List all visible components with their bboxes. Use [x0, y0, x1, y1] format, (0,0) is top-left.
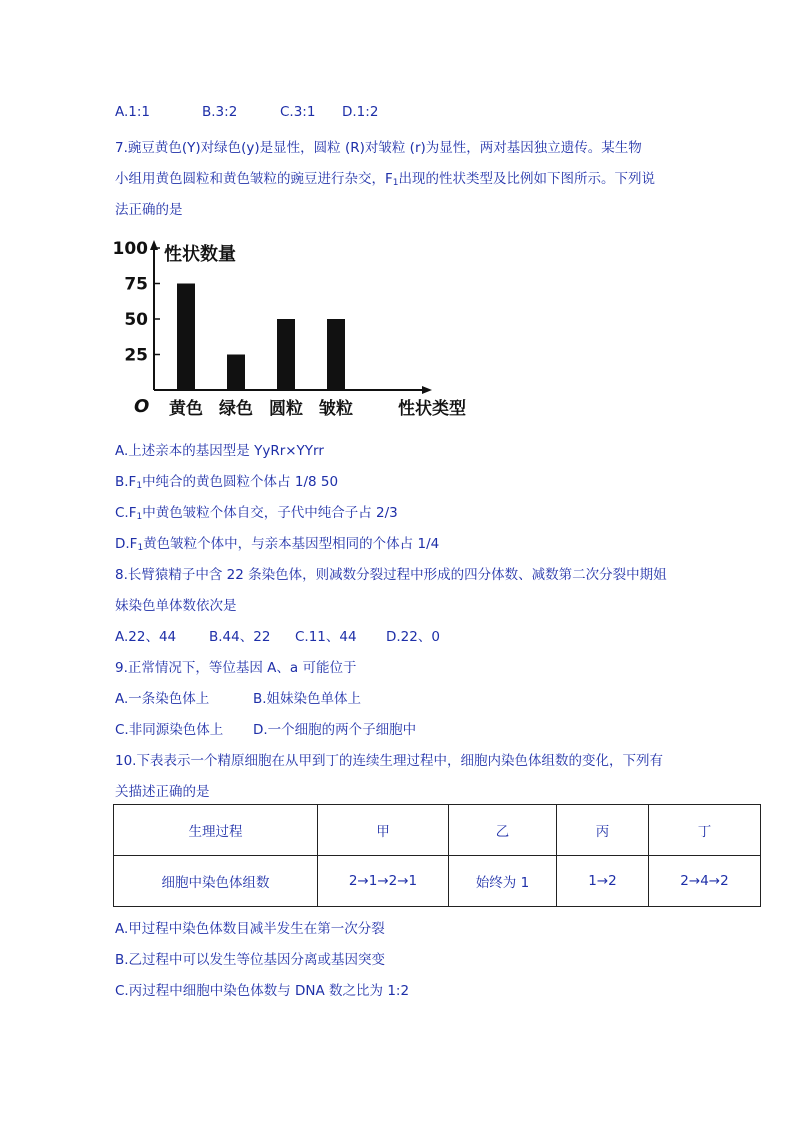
y-tick-label: 50: [124, 310, 148, 330]
table-cell: 2→4→2: [649, 856, 761, 907]
q6-options: [115, 104, 378, 120]
q8-options: [115, 625, 440, 645]
y-tick-label: 25: [124, 345, 148, 366]
table-header-cell: 丙: [557, 805, 649, 856]
q10-option-b: B.乙过程中可以发生等位基因分离或基因突变: [115, 952, 386, 968]
q7-option-c: $C.F_1$中黄色皱粒个体自交，子代中纯合子占 2/3: [115, 505, 398, 522]
y-axis-label: 性状数量: [164, 244, 236, 265]
origin-label: O: [134, 396, 150, 417]
q10-option-a: A.甲过程中染色体数目减半发生在第一次分裂: [115, 921, 385, 937]
q9-options-ab: [115, 687, 361, 707]
table-cell: 细胞中染色体组数: [114, 856, 318, 907]
table-header-cell: 甲: [318, 805, 449, 856]
table-cell: 始终为 1: [449, 856, 557, 907]
table-header-cell: 乙: [449, 805, 557, 856]
table-cell: 2→1→2→1: [318, 856, 449, 907]
q7-stem-line3: 法正确的是: [115, 202, 183, 218]
bar-皱粒: [327, 319, 345, 390]
q8-option-c: C.11、44: [295, 629, 357, 645]
q9-option-d: D.一个细胞的两个子细胞中: [253, 722, 417, 738]
q10-option-c: C.丙过程中细胞中染色体数与 DNA 数之比为 1:2: [115, 983, 410, 999]
y-tick-label: 100: [112, 239, 148, 259]
q8-option-a: A.22、44: [115, 629, 177, 645]
q9-stem: 9.正常情况下，等位基因 A、a 可能位于: [115, 660, 357, 676]
q6-option-b: B.3:2: [202, 104, 238, 120]
q8-option-d: D.22、0: [386, 629, 440, 645]
q9-options-cd: [115, 718, 416, 738]
x-tick-label: 绿色: [219, 399, 253, 419]
q7-stem-line1: 7.豌豆黄色(Y)对绿色(y)是显性，圆粒 (R)对皱粒 (r)为显性，两对基因独立遗传。某生物: [115, 140, 642, 156]
q9-option-a: A.一条染色体上: [115, 691, 210, 707]
q6-option-a: A.1:1: [115, 104, 151, 120]
table-header-row: [114, 805, 761, 856]
q10-stem-line2: 关描述正确的是: [115, 784, 210, 800]
chromosome-set-table: [113, 804, 761, 907]
q10-stem-line1: 10.下表表示一个精原细胞在从甲到丁的连续生理过程中，细胞内染色体组数的变化，下列有: [115, 753, 663, 769]
table-header-cell: 丁: [649, 805, 761, 856]
trait-bar-chart: [112, 230, 466, 422]
table-header-cell: 生理过程: [114, 805, 318, 856]
q7-option-d: $D.F_1$黄色皱粒个体中，与亲本基因型相同的个体占 1/4: [115, 536, 440, 553]
q7-stem-line2: 小组用黄色圆粒和黄色皱粒的豌豆进行杂交，$F_1$出现的性状类型及比例如下图所示。下列说: [115, 171, 655, 188]
x-tick-label: 皱粒: [319, 399, 353, 419]
q9-option-b: B.姐妹染色单体上: [253, 691, 362, 707]
x-tick-label: 黄色: [169, 399, 203, 419]
bar-圆粒: [277, 319, 295, 390]
q6-option-d: D.1:2: [342, 104, 379, 120]
q8-option-b: B.44、22: [209, 629, 271, 645]
bar-绿色: [227, 355, 245, 391]
x-tick-label: 圆粒: [269, 399, 303, 419]
x-axis-arrow: [422, 386, 432, 394]
table-row: [114, 856, 761, 907]
table-cell: 1→2: [557, 856, 649, 907]
q7-option-b: $B.F_1$中纯合的黄色圆粒个体占 1/8 50: [115, 474, 339, 491]
q8-stem-line1: 8.长臂猿精子中含 22 条染色体，则减数分裂过程中形成的四分体数、减数第二次分裂中期姐: [115, 567, 667, 583]
q9-option-c: C.非同源染色体上: [115, 722, 224, 738]
x-axis-label: 性状类型: [398, 399, 466, 419]
q8-stem-line2: 妹染色单体数依次是: [115, 598, 237, 614]
bar-黄色: [177, 284, 195, 391]
q7-option-a: A.上述亲本的基因型是 YyRr×YYrr: [115, 443, 324, 459]
y-tick-label: 75: [124, 274, 148, 295]
q6-option-c: C.3:1: [280, 104, 316, 120]
